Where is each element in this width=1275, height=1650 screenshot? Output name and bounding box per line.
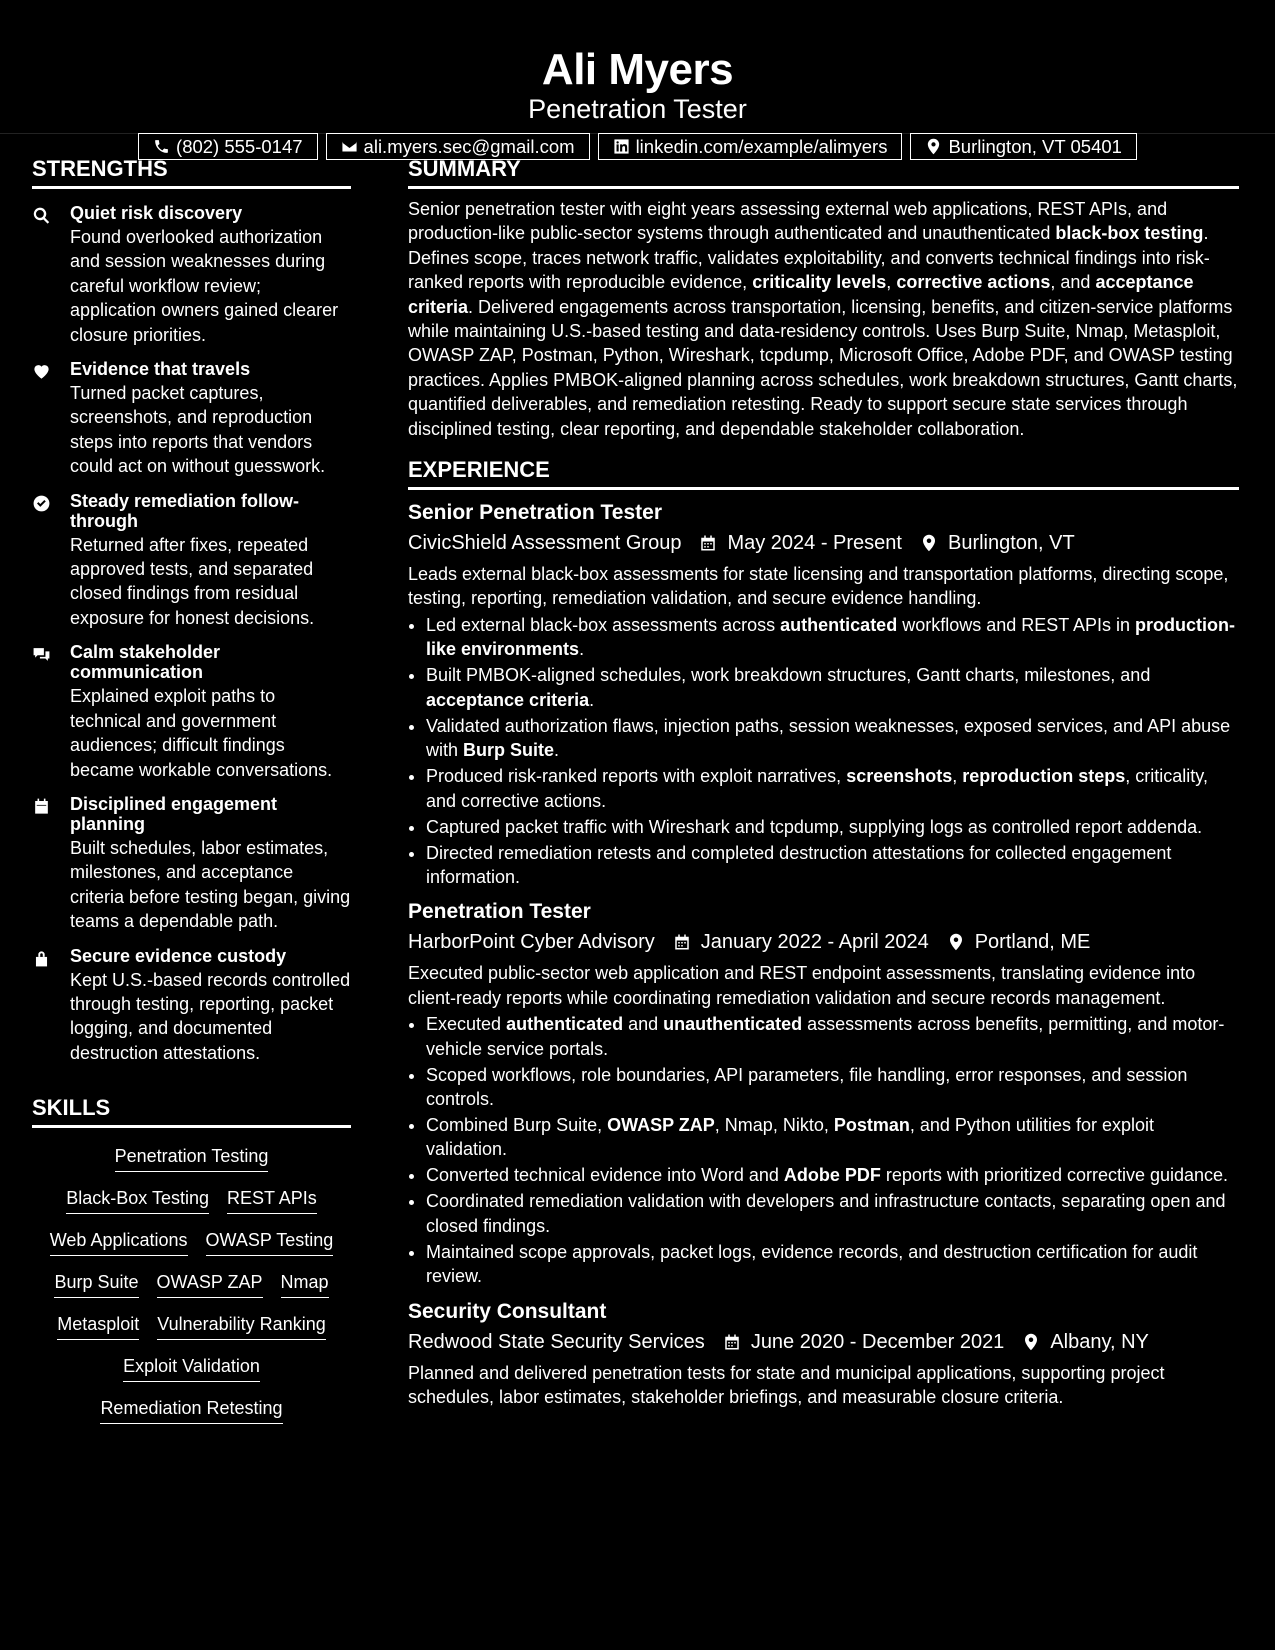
bullet-item: [426, 714, 1239, 763]
text-run: and: [623, 1014, 664, 1035]
strength-body: [70, 794, 351, 934]
skills-row: [32, 1270, 351, 1298]
text-run: Combined Burp Suite,: [426, 1114, 608, 1135]
bold-phrase: authenticated: [506, 1014, 624, 1035]
strength-title: Disciplined engagement planning: [70, 793, 278, 834]
candidate-title: Penetration Tester: [528, 94, 747, 124]
text-run: .: [589, 689, 595, 710]
bullet-item: [426, 1113, 1239, 1162]
skills-heading: SKILLS: [32, 1073, 351, 1128]
map-pin-icon: [902, 534, 948, 552]
role-dates: May 2024 - Present: [727, 532, 902, 555]
role-description: Executed public-sector web application and REST endpoint assessments, translating evidence into client-ready reports while coordinating remediation validation and secure records management.: [408, 963, 1196, 1008]
strength-item: [32, 203, 351, 347]
skill-tag: Metasploit: [57, 1312, 139, 1340]
strengths-heading: STRENGTHS: [32, 134, 351, 189]
skill-tag: Black-Box Testing: [66, 1186, 209, 1214]
skill-tag: Web Applications: [50, 1228, 188, 1256]
role-company: HarborPoint Cyber Advisory: [408, 931, 655, 954]
map-pin-icon: [1004, 1333, 1050, 1351]
skills-row: [32, 1312, 351, 1340]
experience-role: [408, 1299, 1239, 1410]
text-run: , criticality, and corrective actions.: [426, 766, 1208, 811]
bold-phrase: unauthenticated: [663, 1014, 803, 1035]
strength-item: [32, 359, 351, 479]
calendar-icon: [705, 1333, 751, 1351]
role-description: Planned and delivered penetration tests for state and municipal applications, supporting project schedules, labor estimates, stakeholder briefings, and measurable closure criteria.: [408, 1362, 1165, 1407]
bold-phrase: Postman: [833, 1114, 910, 1135]
text-run: Scoped workflows, role boundaries, API parameters, file handling, error responses, and session controls.: [426, 1064, 1188, 1109]
role-dates: January 2022 - April 2024: [700, 931, 929, 954]
strength-title: Evidence that travels: [70, 359, 251, 380]
role-title: Penetration Tester: [408, 900, 591, 924]
calendar-icon: [655, 933, 701, 951]
strength-description: Explained exploit paths to technical and government audiences; difficult findings became workable conversations.: [70, 686, 333, 780]
strength-body: [70, 946, 351, 1066]
skill-tag: Remediation Retesting: [100, 1396, 282, 1424]
strength-description: Kept U.S.-based records controlled through testing, reporting, packet logging, and documented destruction attestations.: [70, 969, 351, 1063]
skill-tag: Vulnerability Ranking: [157, 1312, 325, 1340]
text-run: . Defines scope, traces network traffic, validates exploitability, and converts technical findings into risk-ranked reports with reproducible evidence,: [408, 223, 1210, 293]
text-run: workflows and REST APIs in: [897, 614, 1135, 635]
location-text: Burlington, VT 05401: [948, 135, 1122, 157]
bold-phrase: criticality levels: [752, 272, 887, 293]
role-meta: [408, 1329, 1239, 1355]
bullet-item: [426, 1012, 1239, 1061]
email-text: ali.myers.sec@gmail.com: [363, 135, 575, 157]
linkedin-text: linkedin.com/example/alimyers: [635, 135, 888, 157]
skill-tag: OWASP Testing: [206, 1228, 334, 1256]
text-run: Produced risk-ranked reports with exploit narratives,: [426, 766, 847, 787]
bold-phrase: reproduction steps: [962, 766, 1126, 787]
role-meta: [408, 929, 1239, 955]
role-location: Portland, ME: [974, 931, 1091, 954]
text-run: ,: [952, 766, 963, 787]
text-run: Senior penetration tester with eight years assessing external web applications, REST APIs, and production-like public-sector systems through authenticated and unauthenticated: [408, 199, 1168, 244]
summary-heading: SUMMARY: [408, 134, 1239, 189]
skills-row: [32, 1228, 351, 1256]
text-run: Maintained scope approvals, packet logs, evidence records, and destruction certification for audit review.: [426, 1241, 1198, 1287]
strength-description: Returned after fixes, repeated approved tests, and separated closed findings from residual exposure for honest decisions.: [70, 534, 315, 628]
skill-tag: Burp Suite: [54, 1270, 138, 1298]
role-location: Burlington, VT: [947, 532, 1075, 555]
bullet-item: [426, 841, 1239, 890]
skill-tag: Penetration Testing: [115, 1144, 269, 1172]
role-meta: [408, 530, 1239, 556]
strength-body: [70, 359, 351, 479]
heart-icon: [32, 359, 70, 479]
strength-body: [70, 203, 351, 347]
role-title: Security Consultant: [408, 1299, 607, 1323]
text-run: . Delivered engagements across transportation, licensing, benefits, and citizen-service platforms while maintaining U.S.-based testing and data-residency controls. Uses Burp Suite, Nmap, Metasploit, OWASP ZAP, Postman, Python, Wireshark, tcpdump, Microsoft Office, Adobe PDF, and OWASP testing practices. Applies PMBOK-aligned planning across schedules, work breakdown structures, Gantt charts, quantified deliverables, and remediation retesting. Ready to support secure state services through disciplined testing, clear reporting, and dependable stakeholder collaboration.: [408, 296, 1238, 439]
strength-item: [32, 642, 351, 782]
bullet-item: [426, 1240, 1239, 1289]
role-location: Albany, NY: [1050, 1330, 1149, 1353]
skills-row: [32, 1186, 351, 1214]
text-run: .: [579, 639, 585, 660]
strength-title: Quiet risk discovery: [70, 203, 243, 223]
strength-body: [70, 642, 351, 782]
candidate-name: Ali Myers: [541, 45, 734, 94]
skill-tag: OWASP ZAP: [157, 1270, 263, 1298]
experience-role: [408, 500, 1239, 889]
bold-phrase: corrective actions: [896, 272, 1051, 293]
bullet-item: [426, 663, 1239, 712]
bullet-item: [426, 815, 1239, 839]
strength-body: [70, 491, 351, 631]
strength-item: [32, 946, 351, 1066]
text-run: Built PMBOK-aligned schedules, work breakdown structures, Gantt charts, milestones, and: [426, 665, 1151, 686]
calendar-icon: [32, 794, 70, 934]
text-run: .: [554, 740, 560, 761]
experience-list: [408, 500, 1239, 1409]
strength-title: Steady remediation follow-through: [70, 490, 300, 531]
text-run: Captured packet traffic with Wireshark and tcpdump, supplying logs as controlled report addenda.: [426, 816, 1203, 837]
text-run: , Nmap, Nikto,: [714, 1114, 834, 1135]
bold-phrase: Burp Suite: [463, 740, 555, 761]
bullet-item: [426, 613, 1239, 662]
bullet-item: [426, 1163, 1239, 1187]
strength-description: Built schedules, labor estimates, milestones, and acceptance criteria before testing began, giving teams a dependable path.: [70, 837, 351, 932]
role-bullets: [408, 1012, 1239, 1288]
text-run: assessments across benefits, permitting, and motor-vehicle service portals.: [426, 1014, 1225, 1059]
skill-tag: REST APIs: [227, 1186, 317, 1214]
calendar-icon: [681, 534, 727, 552]
experience-role: [408, 899, 1239, 1288]
bold-phrase: OWASP ZAP: [607, 1114, 715, 1135]
lock-icon: [32, 946, 70, 1066]
bold-phrase: acceptance criteria: [408, 272, 1194, 317]
skills-row: [32, 1144, 351, 1172]
role-company: CivicShield Assessment Group: [408, 532, 682, 555]
strengths-list: [32, 189, 351, 1065]
bold-phrase: screenshots: [846, 766, 953, 787]
role-bullets: [408, 613, 1239, 889]
text-run: Directed remediation retests and completed destruction attestations for collected engagement information.: [426, 842, 1172, 887]
experience-heading: EXPERIENCE: [408, 441, 1239, 490]
text-run: Validated authorization flaws, injection paths, session weaknesses, exposed services, and API abuse with: [426, 715, 1231, 761]
skills-row: [32, 1354, 351, 1382]
bullet-item: [426, 1063, 1239, 1112]
map-pin-icon: [929, 933, 975, 951]
bold-phrase: acceptance criteria: [426, 689, 590, 710]
strength-item: [32, 491, 351, 631]
skill-tag: Nmap: [281, 1270, 329, 1298]
bold-phrase: black-box testing: [1055, 223, 1204, 244]
text-run: Executed: [426, 1014, 507, 1035]
bold-phrase: Adobe PDF: [783, 1165, 881, 1186]
text-run: Converted technical evidence into Word and: [426, 1165, 784, 1186]
strength-description: Found overlooked authorization and session weaknesses during careful workflow review; application owners gained clearer closure priorities.: [70, 227, 339, 345]
left-column: [32, 134, 351, 1424]
text-run: Coordinated remediation validation with developers and infrastructure contacts, separating open and closed findings.: [426, 1191, 1226, 1236]
role-dates: June 2020 - December 2021: [750, 1330, 1005, 1353]
summary-text: [408, 197, 1239, 441]
skill-tag: Exploit Validation: [123, 1354, 260, 1382]
bold-phrase: authenticated: [780, 614, 898, 635]
strength-title: Secure evidence custody: [70, 945, 287, 966]
search-icon: [32, 203, 70, 347]
bullet-item: [426, 764, 1239, 813]
resume-header: [0, 0, 1275, 157]
text-run: , and Python utilities for exploit validation.: [426, 1114, 1154, 1160]
strength-description: Turned packet captures, screenshots, and reproduction steps into reports that vendors could act on without guesswork.: [70, 383, 326, 477]
role-title: Senior Penetration Tester: [408, 501, 663, 525]
bullet-item: [426, 1189, 1239, 1238]
skills-list: [32, 1128, 351, 1424]
chat-icon: [32, 642, 70, 782]
bold-phrase: production-like environments: [426, 614, 1235, 660]
text-run: reports with prioritized corrective guidance.: [880, 1165, 1229, 1186]
text-run: , and: [1050, 272, 1096, 293]
text-run: ,: [886, 272, 897, 293]
check-circle-icon: [32, 491, 70, 631]
role-company: Redwood State Security Services: [408, 1330, 705, 1353]
text-run: Led external black-box assessments across: [426, 614, 781, 635]
right-column: [408, 134, 1239, 1424]
strength-item: [32, 794, 351, 934]
skills-row: [32, 1396, 351, 1424]
strength-title: Calm stakeholder communication: [70, 642, 221, 683]
resume-body: [0, 134, 1275, 1424]
role-description: Leads external black-box assessments for state licensing and transportation platforms, directing scope, testing, reporting, remediation validation, and secure evidence handling.: [408, 564, 1229, 609]
phone-text: (802) 555-0147: [176, 135, 303, 157]
